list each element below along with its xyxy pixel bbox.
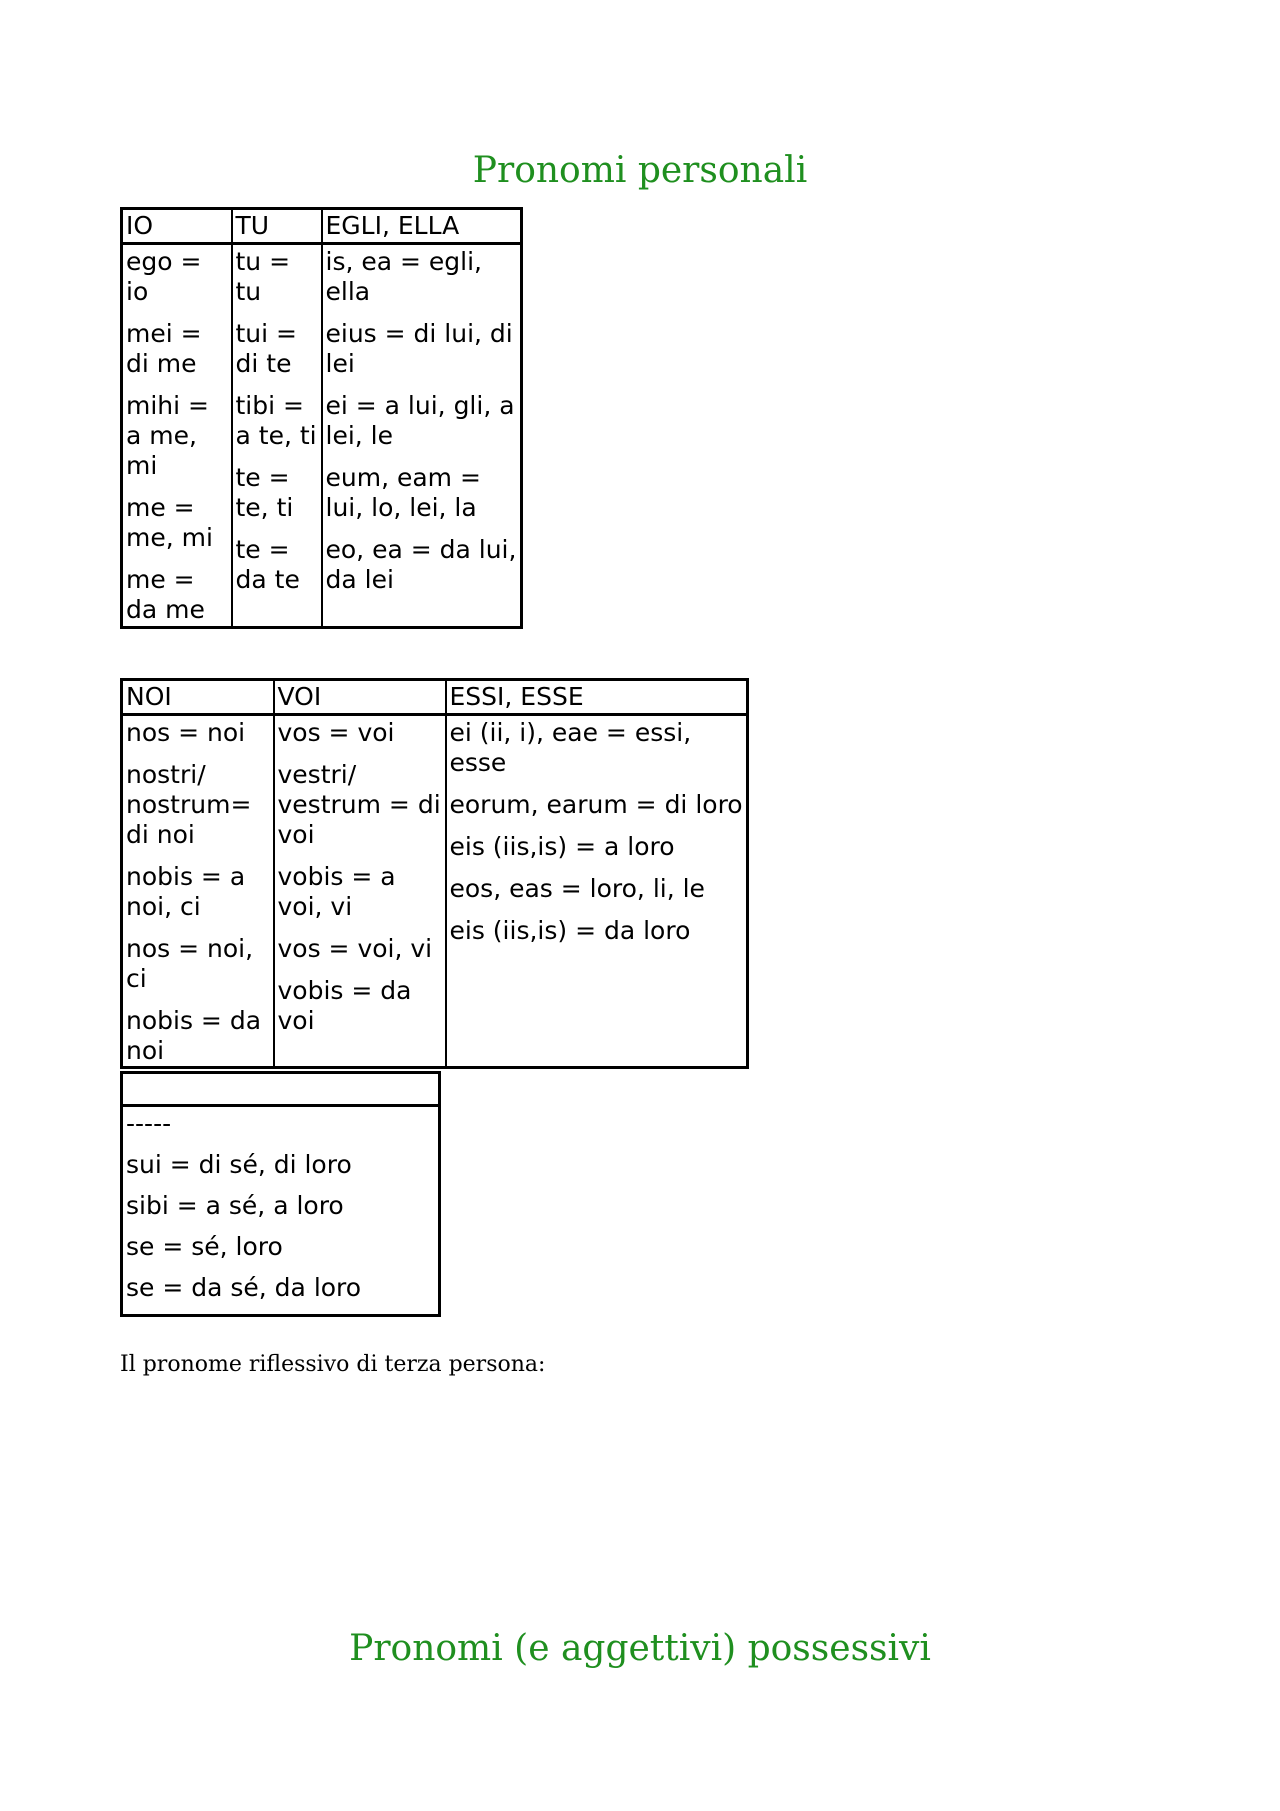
tu-genitive: tui = di te: [235, 319, 297, 378]
reflexive-genitive: sui = di sé, di loro: [126, 1150, 352, 1179]
cell-io-forms: [122, 244, 232, 628]
cell-essi-forms: [446, 715, 748, 1068]
table-header-row: [122, 680, 748, 715]
header-essi-esse: ESSI, ESSE: [446, 680, 748, 715]
tu-ablative: te = da te: [235, 535, 300, 594]
voi-accusative: vos = voi, vi: [277, 934, 433, 963]
io-accusative: me = me, mi: [126, 493, 213, 552]
table-header-row: [122, 209, 522, 244]
header-io: IO: [122, 209, 232, 244]
table-header-row: [122, 1073, 440, 1106]
tu-accusative: te = te, ti: [235, 463, 294, 522]
header-tu: TU: [232, 209, 322, 244]
reflexive-accusative: se = sé, loro: [126, 1232, 283, 1261]
io-ablative: me = da me: [126, 565, 205, 624]
egli-accusative: eum, eam = lui, lo, lei, la: [325, 463, 481, 522]
reflexive-nominative: -----: [126, 1109, 172, 1138]
io-nominative: ego = io: [126, 247, 202, 306]
plural-pronouns-table: [120, 678, 749, 1069]
header-voi: VOI: [274, 680, 446, 715]
noi-dative: nobis = a noi, ci: [126, 862, 246, 921]
essi-dative: eis (iis,is) = a loro: [449, 832, 675, 861]
voi-ablative: vobis = da voi: [277, 976, 412, 1035]
essi-nominative: ei (ii, i), eae = essi, esse: [449, 718, 692, 777]
noi-ablative: nobis = da noi: [126, 1006, 262, 1065]
egli-genitive: eius = di lui, di lei: [325, 319, 513, 378]
reflexive-ablative: se = da sé, da loro: [126, 1273, 362, 1302]
voi-nominative: vos = voi: [277, 718, 395, 747]
section-title-pronomi-possessivi: Pronomi (e aggettivi) possessivi: [349, 1628, 931, 1669]
singular-pronouns-table: [120, 207, 523, 629]
tu-nominative: tu = tu: [235, 247, 291, 306]
title-text: Pronomi personali: [472, 150, 808, 191]
noi-nominative: nos = noi: [126, 718, 246, 747]
cell-reflexive-forms: [122, 1106, 440, 1316]
header-reflexive: [122, 1073, 440, 1106]
cell-tu-forms: [232, 244, 322, 628]
page-title-pronomi-personali: [0, 150, 1280, 191]
essi-accusative: eos, eas = loro, li, le: [449, 874, 705, 903]
egli-dative: ei = a lui, gli, a lei, le: [325, 391, 515, 450]
reflexive-pronoun-table: [120, 1071, 441, 1317]
egli-nominative: is, ea = egli, ella: [325, 247, 482, 306]
table-row: [122, 1106, 440, 1316]
voi-genitive: vestri/ vestrum = di voi: [277, 760, 441, 849]
header-egli-ella: EGLI, ELLA: [322, 209, 522, 244]
noi-genitive: nostri/ nostrum= di noi: [126, 760, 252, 849]
table-row: [122, 715, 748, 1068]
tu-dative: tibi = a te, ti: [235, 391, 317, 450]
noi-accusative: nos = noi, ci: [126, 934, 254, 993]
essi-ablative: eis (iis,is) = da loro: [449, 916, 691, 945]
cell-voi-forms: [274, 715, 446, 1068]
header-noi: NOI: [122, 680, 274, 715]
cell-noi-forms: [122, 715, 274, 1068]
cell-egli-forms: [322, 244, 522, 628]
essi-genitive: eorum, earum = di loro: [449, 790, 743, 819]
table-row: [122, 244, 522, 628]
io-dative: mihi = a me, mi: [126, 391, 209, 480]
voi-dative: vobis = a voi, vi: [277, 862, 396, 921]
io-genitive: mei = di me: [126, 319, 202, 378]
reflexive-note: Il pronome riflessivo di terza persona:: [120, 1352, 546, 1377]
egli-ablative: eo, ea = da lui, da lei: [325, 535, 517, 594]
reflexive-dative: sibi = a sé, a loro: [126, 1191, 344, 1220]
